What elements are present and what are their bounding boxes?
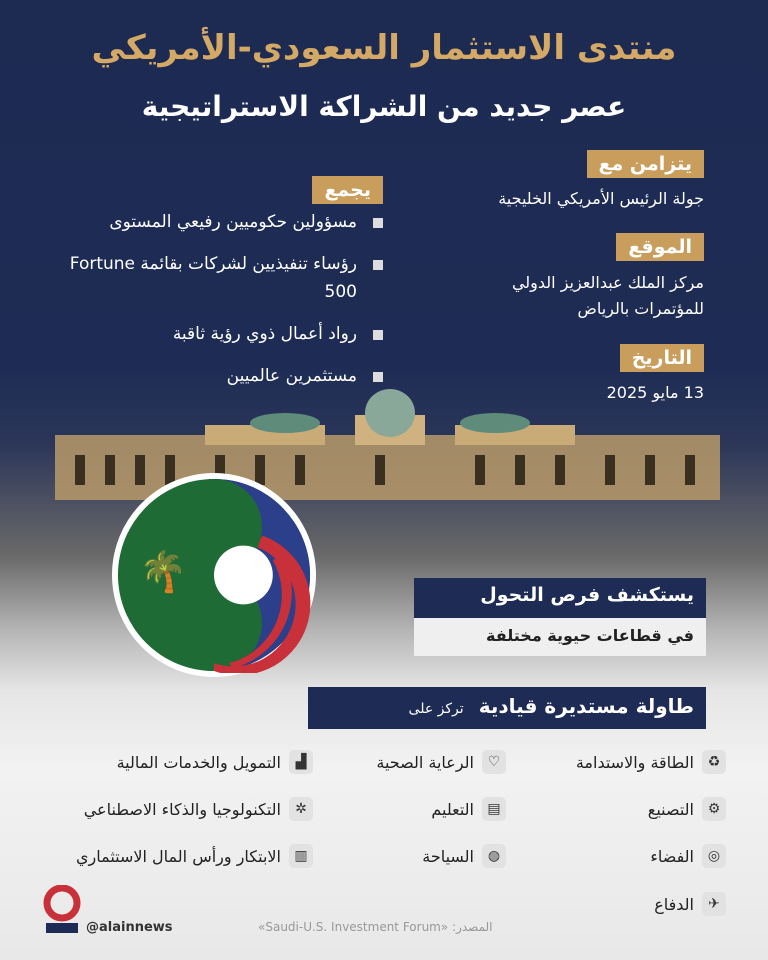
location-line1: مركز الملك عبدالعزيز الدولي	[511, 273, 704, 292]
sector-label: الطاقة والاستدامة	[575, 752, 694, 772]
sector-label: التمويل والخدمات المالية	[116, 752, 281, 772]
planet-icon: ◎	[702, 844, 726, 868]
svg-text:🌴: 🌴	[138, 549, 188, 595]
sector-label: التعليم	[431, 799, 474, 819]
sector-label: الفضاء	[650, 846, 694, 866]
sector-innovation-vc	[76, 844, 313, 868]
sector-label: السياحة	[422, 846, 474, 866]
social-handle: @alainnews	[86, 920, 173, 935]
gathers-label: يجمع	[312, 176, 383, 204]
gear-icon: ⚙	[702, 797, 726, 821]
sector-label: الابتكار ورأس المال الاستثماري	[75, 846, 281, 866]
page-subtitle: عصر جديد من الشراكة الاستراتيجية	[141, 90, 627, 123]
forum-logo	[112, 473, 316, 677]
location-value	[512, 270, 704, 322]
sector-label: الرعاية الصحية	[376, 752, 474, 772]
sector-manufacturing	[648, 797, 726, 821]
growth-chart-icon: ▟	[289, 750, 313, 774]
explore-subtitle: في قطاعات حيوية مختلفة	[414, 618, 706, 656]
coincides-value: جولة الرئيس الأمريكي الخليجية	[498, 189, 704, 208]
location-line2: للمؤتمرات بالرياض	[577, 299, 704, 318]
roundtable-title: طاولة مستديرة قيادية	[478, 694, 694, 718]
roundtable-subtitle: تركز على	[408, 701, 464, 717]
sector-space	[650, 844, 726, 868]
list-item: رواد أعمال ذوي رؤية ثاقبة	[53, 320, 383, 348]
brain-circuit-icon: ✲	[289, 797, 313, 821]
explore-title: يستكشف فرص التحول	[414, 578, 706, 618]
list-item: مستثمرين عالميين	[53, 362, 383, 390]
date-value: 13 مايو 2025	[606, 383, 704, 402]
investment-chart-icon: ▥	[289, 844, 313, 868]
sector-tourism	[422, 844, 506, 868]
sector-label: التصنيع	[647, 799, 694, 819]
book-icon: ▤	[482, 797, 506, 821]
list-item: مسؤولين حكوميين رفيعي المستوى	[53, 208, 383, 236]
source-credit: المصدر: «Saudi-U.S. Investment Forum»	[258, 920, 493, 934]
sector-defense	[654, 892, 726, 916]
globe-tower-icon: ◍	[482, 844, 506, 868]
sector-label: الدفاع	[654, 894, 694, 914]
roundtable-banner	[308, 687, 706, 729]
sector-health	[376, 750, 506, 774]
sector-tech-ai	[84, 797, 313, 821]
sector-label: التكنولوجيا والذكاء الاصطناعي	[83, 799, 281, 819]
fighter-jet-icon: ✈	[702, 892, 726, 916]
date-label: التاريخ	[620, 344, 704, 372]
leaf-recycle-icon: ♻	[702, 750, 726, 774]
sector-energy	[576, 750, 726, 774]
heart-pulse-icon: ♡	[482, 750, 506, 774]
coincides-label: يتزامن مع	[587, 150, 704, 178]
sector-education	[431, 797, 506, 821]
list-item: رؤساء تنفيذيين لشركات بقائمة Fortune 500	[53, 250, 383, 306]
alain-logo	[40, 885, 84, 937]
location-label: الموقع	[616, 233, 704, 261]
sector-finance	[117, 750, 313, 774]
page-title: منتدى الاستثمار السعودي-الأمريكي	[91, 28, 677, 68]
gathers-list	[53, 208, 383, 404]
